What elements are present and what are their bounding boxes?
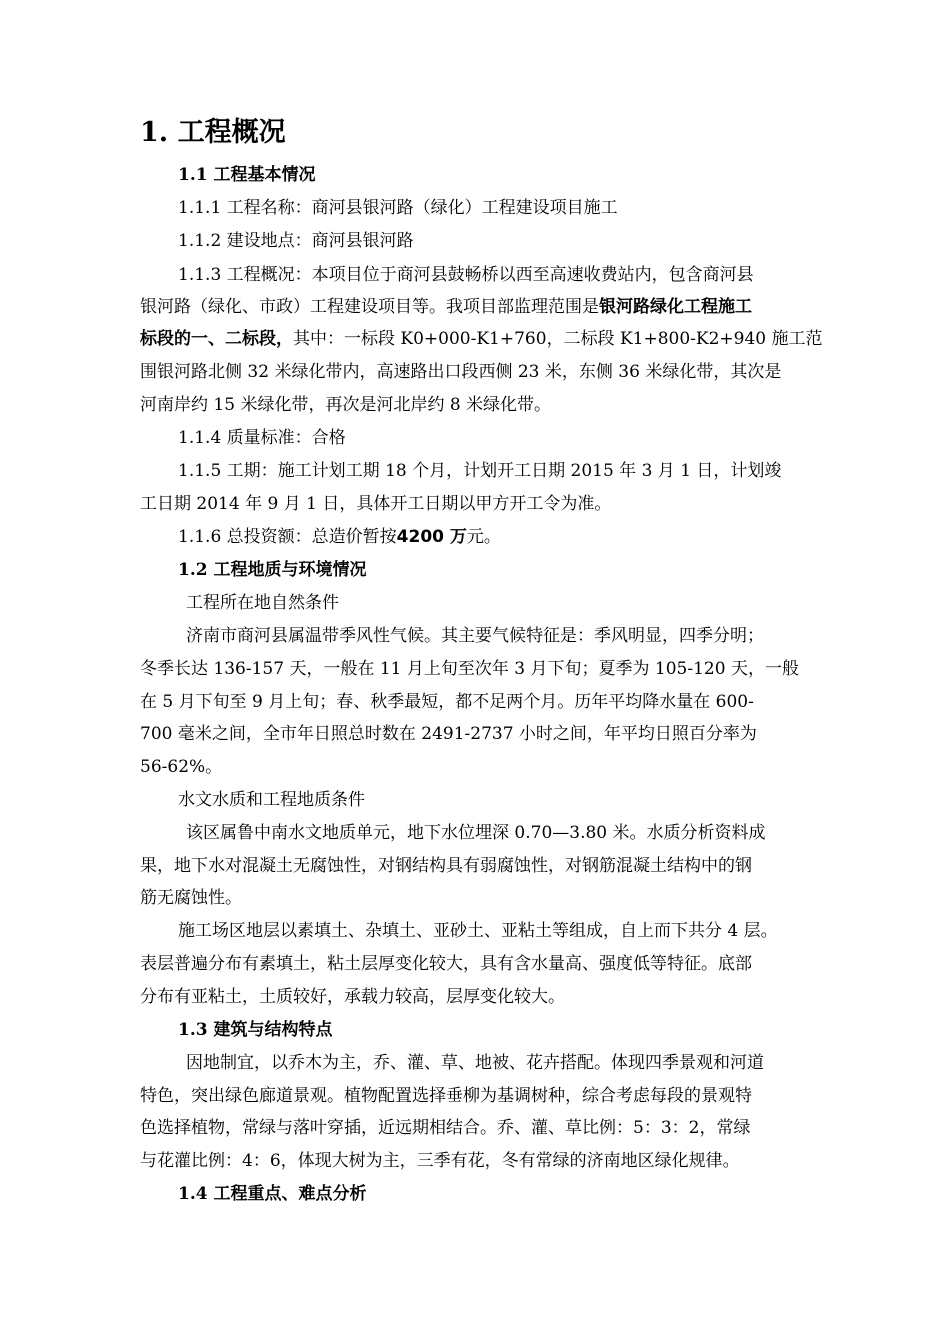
structure-line-3: 色选择植物，常绿与落叶穿插，近远期相结合。乔、灌、草比例：5：3：2，常绿 [140, 1118, 751, 1138]
hydro-line-1: 该区属鲁中南水文地质单元，地下水位埋深 0.70—3.80 米。水质分析资料成 [186, 823, 766, 843]
overview-line-3: 标段的一、二标段，其中：一标段 K0+000-K1+760，二标段 K1+800-K2+940 施工范 [140, 329, 823, 349]
strata-line-3: 分布有亚粘土，土质较好，承载力较高，层厚变化较大。 [140, 987, 565, 1007]
natural-conditions-title: 工程所在地自然条件 [186, 593, 339, 613]
bold-section-text: 标段的一、二标段， [140, 329, 293, 349]
section-title: 1. 工程概况 [140, 117, 286, 148]
overview-line-1: 1.1.3 工程概况：本项目位于商河县鼓畅桥以西至高速收费站内，包含商河县 [178, 265, 754, 285]
overview-line-5: 河南岸约 15 米绿化带，再次是河北岸约 8 米绿化带。 [140, 395, 552, 415]
hydro-line-3: 筋无腐蚀性。 [140, 888, 242, 908]
bold-scope-text: 银河路绿化工程施工 [599, 297, 752, 317]
investment-line: 1.1.6 总投资额：总造价暂按4200 万元。 [178, 527, 501, 547]
overview-line-2: 银河路（绿化、市政）工程建设项目等。我项目部监理范围是银河路绿化工程施工 [140, 297, 752, 317]
natural-line-4: 700 毫米之间，全市年日照总时数在 2491-2737 小时之间，年平均日照百分率为 [140, 724, 757, 744]
period-line-2: 工日期 2014 年 9 月 1 日，具体开工日期以甲方开工令为准。 [140, 494, 612, 514]
heading-1-1: 1.1 工程基本情况 [178, 165, 316, 185]
natural-line-5: 56-62%。 [140, 757, 223, 777]
structure-line-4: 与花灌比例：4：6，体现大树为主，三季有花，冬有常绿的济南地区绿化规律。 [140, 1151, 740, 1171]
overview-line-4: 围银河路北侧 32 米绿化带内，高速路出口段西侧 23 米，东侧 36 米绿化带，其次是 [140, 362, 782, 382]
natural-line-2: 冬季长达 136-157 天，一般在 11 月上旬至次年 3 月下旬；夏季为 105-120 天，一般 [140, 659, 799, 679]
heading-1-2: 1.2 工程地质与环境情况 [178, 560, 367, 580]
quality-standard: 1.1.4 质量标准：合格 [178, 428, 346, 448]
heading-1-3: 1.3 建筑与结构特点 [178, 1020, 333, 1040]
structure-line-1: 因地制宜，以乔木为主，乔、灌、草、地被、花卉搭配。体现四季景观和河道 [186, 1053, 764, 1073]
period-line-1: 1.1.5 工期：施工计划工期 18 个月，计划开工日期 2015 年 3 月 1 日，计划竣 [178, 461, 782, 481]
natural-line-1: 济南市商河县属温带季风性气候。其主要气候特征是：季风明显，四季分明； [186, 626, 764, 646]
structure-line-2: 特色，突出绿色廊道景观。植物配置选择垂柳为基调树种，综合考虑每段的景观特 [140, 1086, 752, 1106]
hydro-title: 水文水质和工程地质条件 [178, 790, 365, 810]
project-location: 1.1.2 建设地点：商河县银河路 [178, 231, 414, 251]
project-name: 1.1.1 工程名称：商河县银河路（绿化）工程建设项目施工 [178, 198, 618, 218]
heading-1-4: 1.4 工程重点、难点分析 [178, 1184, 367, 1204]
natural-line-3: 在 5 月下旬至 9 月上旬；春、秋季最短，都不足两个月。历年平均降水量在 600- [140, 692, 754, 712]
strata-line-1: 施工场区地层以素填土、杂填土、亚砂土、亚粘土等组成，自上而下共分 4 层。 [178, 921, 778, 941]
investment-amount: 4200 万 [396, 527, 467, 547]
strata-line-2: 表层普遍分布有素填土，粘土层厚变化较大，具有含水量高、强度低等特征。底部 [140, 954, 752, 974]
hydro-line-2: 果，地下水对混凝土无腐蚀性，对钢结构具有弱腐蚀性，对钢筋混凝土结构中的钢 [140, 856, 752, 876]
